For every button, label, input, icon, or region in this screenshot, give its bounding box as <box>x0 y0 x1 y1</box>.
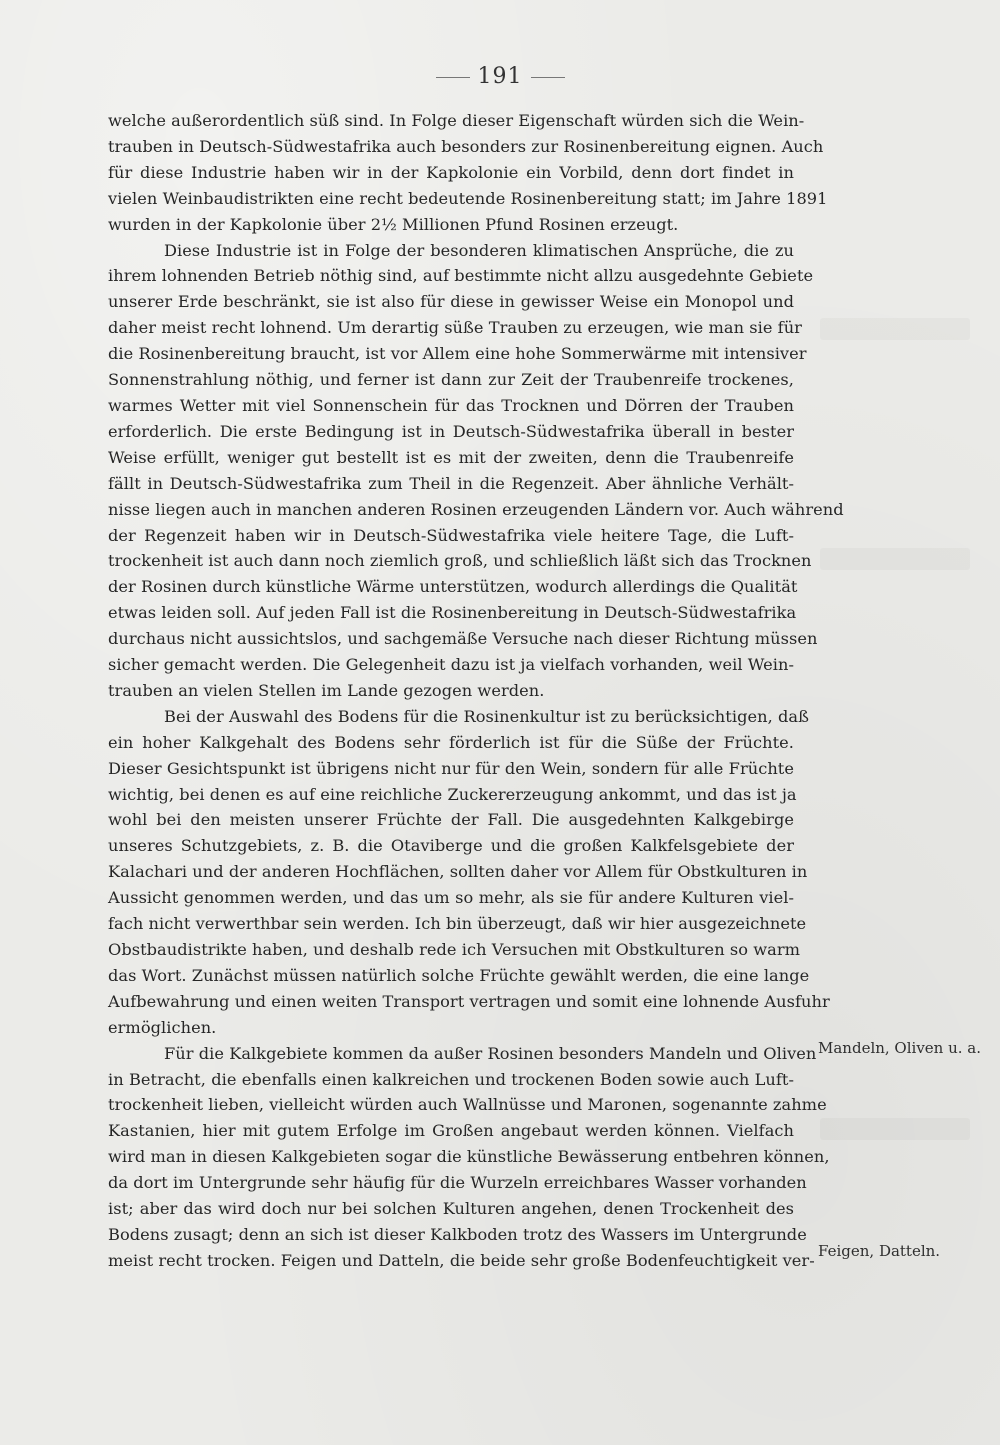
text-line: Aufbewahrung und einen weiten Transport vertragen und somit eine lohnende Ausfuhr <box>108 991 830 1011</box>
text-line: Weise erfüllt, weniger gut bestellt ist es mit der zweiten, denn die Traubenreife <box>108 447 794 467</box>
text-line: ist; aber das wird doch nur bei solchen Kulturen angehen, denen Trockenheit des <box>108 1199 794 1219</box>
text-line: unserer Erde beschränkt, sie ist also für diese in gewisser Weise ein Monopol und <box>108 292 794 312</box>
text-line: ein hoher Kalkgehalt des Bodens sehr förderlich ist für die Süße der Früchte. <box>108 732 794 752</box>
margin-note-mandeln: Mandeln, Oliven u. a. <box>818 1039 982 1057</box>
body-text <box>108 108 844 1274</box>
text-line: trockenheit lieben, vielleicht würden auch Wallnüsse und Maronen, sogenannte zahme <box>108 1095 827 1115</box>
text-line: trockenheit ist auch dann noch ziemlich groß, und schließlich läßt sich das Trocknen <box>108 551 812 571</box>
text-line: Dieser Gesichtspunkt ist übrigens nicht nur für den Wein, sondern für alle Früchte <box>108 758 794 778</box>
text-line: trauben an vielen Stellen im Lande gezogen werden. <box>108 680 545 700</box>
text-line: für diese Industrie haben wir in der Kapkolonie ein Vorbild, denn dort findet in <box>108 162 794 182</box>
text-line: warmes Wetter mit viel Sonnenschein für das Trocknen und Dörren der Trauben <box>108 395 794 415</box>
text-line: Sonnenstrahlung nöthig, und ferner ist dann zur Zeit der Traubenreife trockenes, <box>108 370 794 390</box>
text-line: daher meist recht lohnend. Um derartig süße Trauben zu erzeugen, wie man sie für <box>108 318 802 338</box>
text-line: nisse liegen auch in manchen anderen Rosinen erzeugenden Ländern vor. Auch während <box>108 499 844 519</box>
text-line: trauben in Deutsch-Südwestafrika auch besonders zur Rosinenbereitung eignen. Auch <box>108 136 824 156</box>
text-line: Kalachari und der anderen Hochflächen, sollten daher vor Allem für Obstkulturen in <box>108 862 808 882</box>
margin-note-feigen: Feigen, Datteln. <box>818 1242 941 1260</box>
bleed-through-mark <box>820 318 970 340</box>
text-line: das Wort. Zunächst müssen natürlich solche Früchte gewählt werden, die eine lange <box>108 965 810 985</box>
text-line: wohl bei den meisten unserer Früchte der Fall. Die ausgedehnten Kalkgebirge <box>108 810 794 830</box>
text-line: sicher gemacht werden. Die Gelegenheit dazu ist ja vielfach vorhanden, weil Wein- <box>108 655 794 675</box>
text-line: da dort im Untergrunde sehr häufig für die Wurzeln erreichbares Wasser vorhanden <box>108 1173 807 1193</box>
text-line: fach nicht verwerthbar sein werden. Ich bin überzeugt, daß wir hier ausgezeichnete <box>108 914 807 934</box>
text-line: der Regenzeit haben wir in Deutsch-Südwestafrika viele heitere Tage, die Luft- <box>108 525 794 545</box>
text-line: Bei der Auswahl des Bodens für die Rosinenkultur ist zu berücksichtigen, daß <box>164 706 809 726</box>
text-line: die Rosinenbereitung braucht, ist vor Allem eine hohe Sommerwärme mit intensiver <box>108 344 807 364</box>
header-dash-right <box>531 77 565 78</box>
text-line: Obstbaudistrikte haben, und deshalb rede ich Versuchen mit Obstkulturen so warm <box>108 940 801 959</box>
text-line: wurden in der Kapkolonie über 2½ Millionen Pfund Rosinen erzeugt. <box>108 214 679 234</box>
text-line: fällt in Deutsch-Südwestafrika zum Theil in die Regenzeit. Aber ähnliche Verhält- <box>108 473 794 493</box>
page-number: 191 <box>477 64 523 89</box>
text-line: Kastanien, hier mit gutem Erfolge im Großen angebaut werden können. Vielfach <box>108 1121 794 1141</box>
text-line: Für die Kalkgebiete kommen da außer Rosinen besonders Mandeln und Oliven <box>164 1043 817 1063</box>
text-line: ihrem lohnenden Betrieb nöthig sind, auf bestimmte nicht allzu ausgedehnte Gebiete <box>108 266 814 286</box>
text-line: welche außerordentlich süß sind. In Folge dieser Eigenschaft würden sich die Wein- <box>108 111 805 130</box>
text-line: durchaus nicht aussichtslos, und sachgemäße Versuche nach dieser Richtung müssen <box>108 629 818 649</box>
header-dash-left <box>436 77 470 78</box>
text-line: meist recht trocken. Feigen und Datteln, die beide sehr große Bodenfeuchtigkeit ver- <box>108 1250 815 1270</box>
text-line: unseres Schutzgebiets, z. B. die Otaviberge und die großen Kalkfelsgebiete der <box>108 836 794 856</box>
text-line: etwas leiden soll. Auf jeden Fall ist die Rosinenbereitung in Deutsch-Südwestafrika <box>108 603 797 623</box>
bleed-through-mark <box>820 1118 970 1140</box>
text-line: ermöglichen. <box>108 1017 217 1037</box>
text-line: der Rosinen durch künstliche Wärme unterstützen, wodurch allerdings die Qualität <box>108 577 798 597</box>
text-line: vielen Weinbaudistrikten eine recht bedeutende Rosinenbereitung statt; im Jahre 1891 <box>108 188 828 208</box>
text-line: wird man in diesen Kalkgebieten sogar die künstliche Bewässerung entbehren können, <box>108 1147 830 1167</box>
page-header <box>0 64 1000 89</box>
text-line: Diese Industrie ist in Folge der besonderen klimatischen Ansprüche, die zu <box>164 240 794 260</box>
text-line: Aussicht genommen werden, und das um so mehr, als sie für andere Kulturen viel- <box>108 888 794 908</box>
text-line: Bodens zusagt; denn an sich ist dieser Kalkboden trotz des Wassers im Untergrunde <box>108 1224 807 1244</box>
text-line: wichtig, bei denen es auf eine reichliche Zuckererzeugung ankommt, und das ist ja <box>108 784 797 804</box>
text-line: erforderlich. Die erste Bedingung ist in Deutsch-Südwestafrika überall in bester <box>108 421 794 441</box>
bleed-through-mark <box>820 548 970 570</box>
text-line: in Betracht, die ebenfalls einen kalkreichen und trockenen Boden sowie auch Luft- <box>108 1069 794 1089</box>
